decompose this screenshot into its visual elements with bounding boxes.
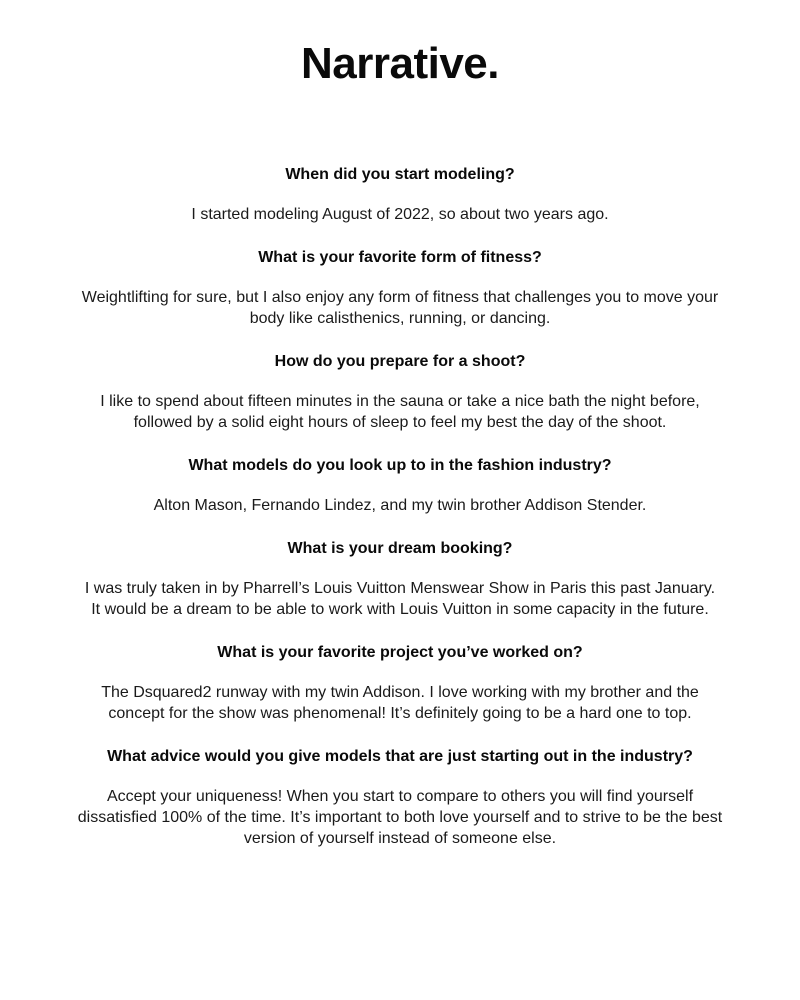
qa-item	[40, 455, 760, 516]
answer-line: I was truly taken in by Pharrell’s Louis Vuitton Menswear Show in Paris this past January.	[84, 580, 716, 597]
answer-line: Alton Mason, Fernando Lindez, and my twin brother Addison Stender.	[153, 497, 647, 514]
qa-item	[40, 351, 760, 433]
question: How do you prepare for a shoot?	[274, 353, 526, 370]
answer-line: I started modeling August of 2022, so about two years ago.	[191, 206, 609, 223]
page-title: Narrative.	[300, 39, 499, 88]
answer-line: Accept your uniqueness! When you start to compare to others you will find yourself	[106, 788, 694, 805]
answer-line: concept for the show was phenomenal! It’s definitely going to be a hard one to top.	[108, 705, 692, 722]
qa-item	[40, 538, 760, 620]
answer	[40, 495, 760, 516]
qa-item	[40, 247, 760, 329]
answer-line: dissatisfied 100% of the time. It’s important to both love yourself and to strive to be the best	[77, 809, 723, 826]
question: When did you start modeling?	[285, 166, 515, 183]
answer-line: body like calisthenics, running, or dancing.	[249, 310, 551, 327]
question: What models do you look up to in the fashion industry?	[188, 457, 612, 474]
answer	[40, 287, 760, 329]
question: What is your favorite form of fitness?	[258, 249, 542, 266]
answer	[40, 578, 760, 620]
answer-line: I like to spend about fifteen minutes in the sauna or take a nice bath the night before,	[100, 393, 700, 410]
qa-item	[40, 164, 760, 225]
answer	[40, 391, 760, 433]
qa-item	[40, 642, 760, 724]
answer-line: followed by a solid eight hours of sleep to feel my best the day of the shoot.	[133, 414, 667, 431]
question: What is your favorite project you’ve worked on?	[217, 644, 583, 661]
answer	[40, 682, 760, 724]
answer-line: version of yourself instead of someone else.	[243, 830, 557, 847]
answer	[40, 204, 760, 225]
question: What is your dream booking?	[287, 540, 513, 557]
answer	[40, 786, 760, 849]
answer-line: Weightlifting for sure, but I also enjoy any form of fitness that challenges you to move your	[81, 289, 719, 306]
answer-line: It would be a dream to be able to work with Louis Vuitton in some capacity in the future.	[91, 601, 709, 618]
answer-line: The Dsquared2 runway with my twin Addison. I love working with my brother and the	[101, 684, 699, 701]
qa-item	[40, 746, 760, 849]
question: What advice would you give models that are just starting out in the industry?	[107, 748, 693, 765]
qa-list	[40, 164, 760, 871]
